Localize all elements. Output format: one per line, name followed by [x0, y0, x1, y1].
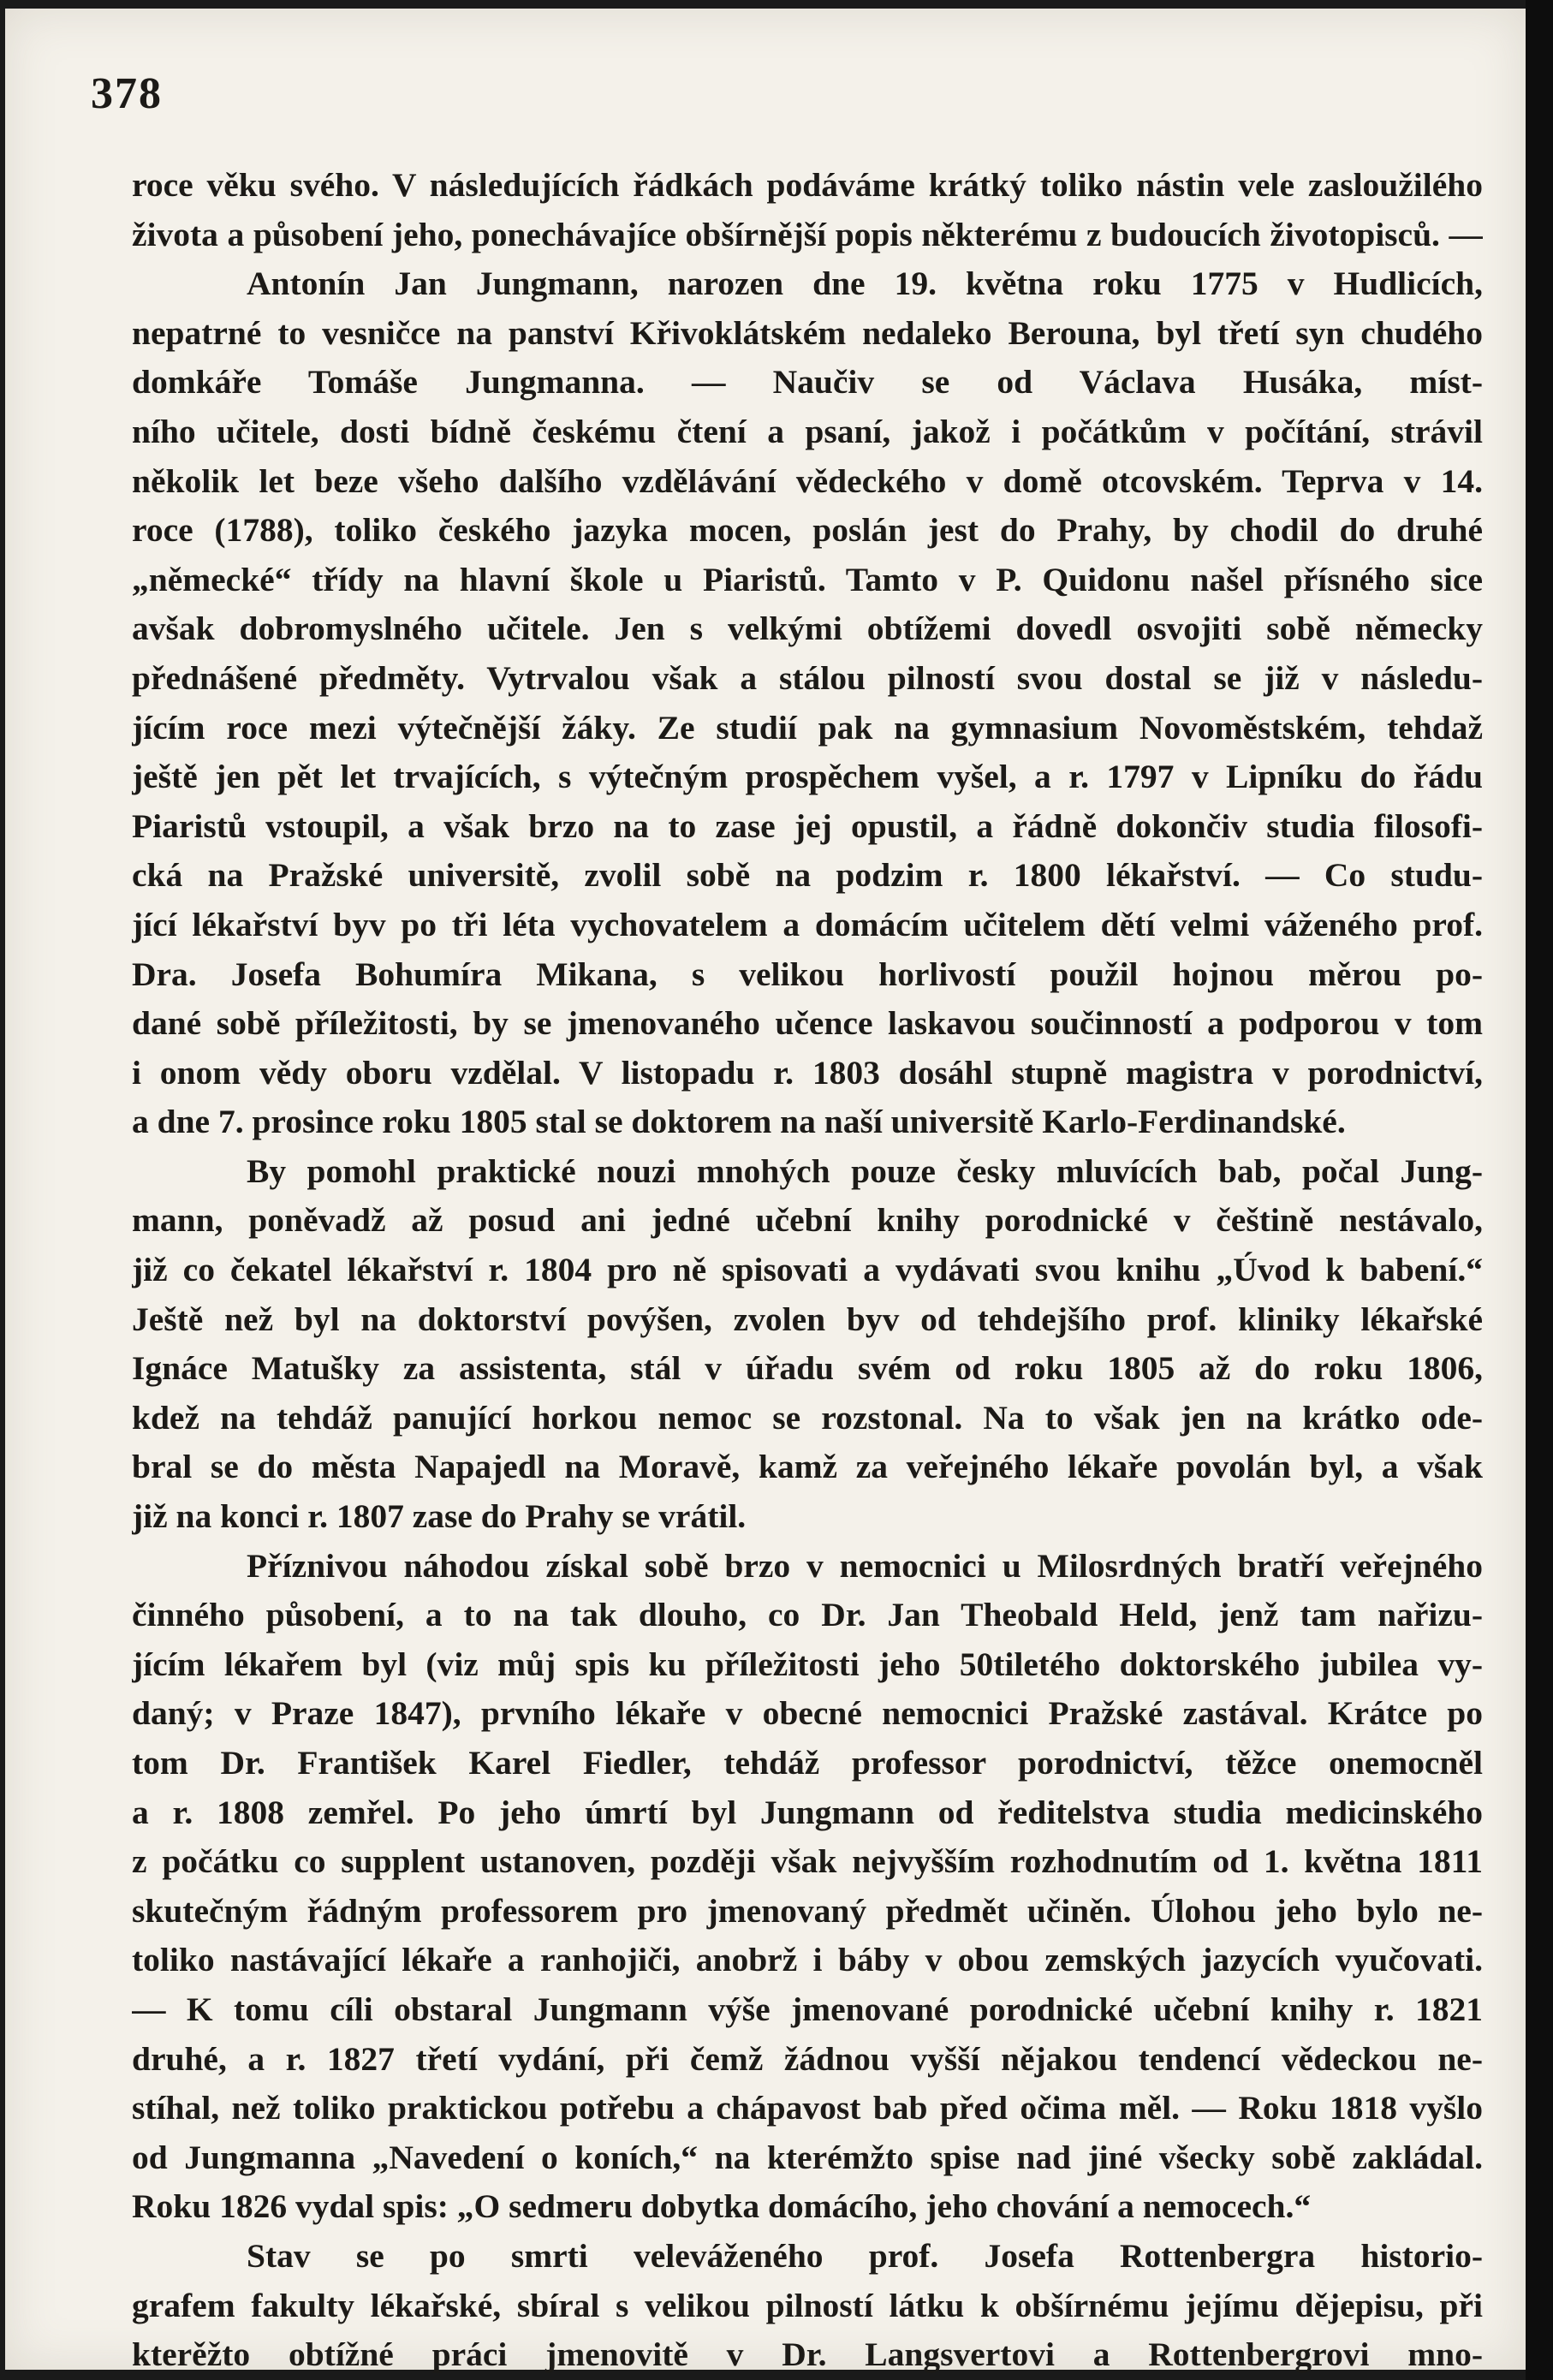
text-line: skutečným řádným professorem pro jmenovaný předmět učiněn. Úlohou jeho bylo ne- — [132, 1891, 1483, 1930]
text-line: Roku 1826 vydal spis: „O sedmeru dobytka domácího, jeho chování a nemocech.“ — [132, 2187, 1312, 2226]
text-line: nepatrné to vesničce na panství Křivoklátském nedaleko Berouna, byl třetí syn chudého — [132, 313, 1483, 352]
text-line: By pomohl praktické nouzi mnohých pouze česky mluvících bab, počal Jung- — [247, 1151, 1483, 1190]
text-line: přednášené předměty. Vytrvalou však a stálou pilností svou dostal se již v následu- — [132, 658, 1483, 697]
scan-border — [1526, 0, 1553, 2380]
text-line: Dra. Josefa Bohumíra Mikana, s velikou horlivostí použil hojnou měrou po- — [132, 955, 1483, 993]
text-line: cká na Pražské universitě, zvolil sobě na podzim r. 1800 lékařství. — Co studu- — [132, 856, 1483, 895]
body-text — [132, 161, 1483, 2380]
text-line: — K tomu cíli obstaral Jungmann výše jmenované porodnické učební knihy r. 1821 — [132, 1990, 1483, 2028]
text-line: ještě jen pět let trvajících, s výtečným prospěchem vyšel, a r. 1797 v Lipníku do řádu — [132, 758, 1483, 796]
text-line: tom Dr. František Karel Fiedler, tehdáž professor porodnictví, těžce onemocněl — [132, 1744, 1483, 1782]
text-line: toliko nastávající lékaře a ranhojiči, anobrž i báby v obou zemských jazycích vyučovati. — [132, 1941, 1483, 1979]
text-line: druhé, a r. 1827 třetí vydání, při čemž žádnou vyšší nějakou tendencí vědeckou ne- — [132, 2039, 1483, 2078]
text-line: a dne 7. prosince roku 1805 stal se doktorem na naší universitě Karlo-Ferdinandské. — [132, 1103, 1346, 1141]
book-page — [5, 9, 1526, 2374]
text-line: Ignáce Matušky za assistenta, stál v úřadu svém od roku 1805 až do roku 1806, — [132, 1349, 1483, 1388]
text-line: grafem fakulty lékařské, sbíral s velikou pilností látku k obšírnému jejímu dějepisu, při — [132, 2286, 1483, 2324]
text-line: daný; v Praze 1847), prvního lékaře v obecné nemocnici Pražské zastával. Krátce po — [132, 1694, 1483, 1733]
page-number: 378 — [91, 69, 163, 118]
text-line: Antonín Jan Jungmann, narozen dne 19. května roku 1775 v Hudlicích, — [247, 265, 1483, 303]
text-line: jícím roce mezi výtečnější žáky. Ze studií pak na gymnasium Novoměstském, tehdaž — [132, 708, 1483, 747]
text-line: a r. 1808 zemřel. Po jeho úmrtí byl Jungmann od ředitelstva studia medicinského — [132, 1793, 1483, 1831]
text-line: Stav se po smrti veleváženého prof. Josefa Rottenbergra historio- — [247, 2236, 1483, 2275]
text-line: i onom vědy oboru vzdělal. V listopadu r. 1803 dosáhl stupně magistra v porodnictví, — [132, 1053, 1483, 1092]
text-line: života a působení jeho, ponechávajíce obšírnější popis některému z budoucích životopisců. — — [132, 215, 1483, 253]
text-line: ního učitele, dosti bídně českému čtení a psaní, jakož i počátkům v počítání, strávil — [132, 412, 1483, 450]
text-line: od Jungmanna „Navedení o koních,“ na kterémžto spise nad jiné všecky sobě zakládal. — [132, 2138, 1483, 2176]
text-line: bral se do města Napajedl na Moravě, kamž za veřejného lékaře povolán byl, a však — [132, 1448, 1483, 1486]
text-line: Příznivou náhodou získal sobě brzo v nemocnici u Milosrdných bratří veřejného — [247, 1546, 1483, 1585]
text-line: dané sobě příležitosti, by se jmenovaného učence laskavou součinností a podporou v tom — [132, 1004, 1483, 1043]
text-line: z počátku co supplent ustanoven, později však nejvyšším rozhodnutím od 1. května 1811 — [132, 1842, 1483, 1881]
text-line: již na konci r. 1807 zase do Prahy se vrátil. — [132, 1497, 747, 1536]
text-line: jící lékařství byv po tři léta vychovatelem a domácím učitelem dětí velmi váženého prof. — [132, 905, 1483, 943]
text-line: roce (1788), toliko českého jazyka mocen, poslán jest do Prahy, by chodil do druhé — [132, 511, 1483, 550]
text-line: Piaristů vstoupil, a však brzo na to zase jej opustil, a řádně dokončiv studia filosofi- — [132, 806, 1483, 845]
text-line: roce věku svého. V následujících řádkách podáváme krátký toliko nástin vele zasloužilého — [132, 166, 1483, 204]
text-line: stíhal, než toliko praktickou potřebu a chápavost bab před očima měl. — Roku 1818 vyšlo — [132, 2089, 1483, 2127]
text-line: „německé“ třídy na hlavní škole u Piaristů. Tamto v P. Quidonu našel přísného sice — [132, 560, 1483, 598]
text-line: mann, poněvadž až posud ani jedné učební knihy porodnické v češtině nestávalo, — [132, 1201, 1483, 1240]
text-line: jícím lékařem byl (viz můj spis ku příležitosti jeho 50tiletého doktorského jubilea vy- — [132, 1645, 1483, 1683]
text-line: kterěžto obtížné práci jmenovitě v Dr. Langsvertovi a Rottenbergrovi mno- — [132, 2335, 1483, 2374]
text-line: již co čekatel lékařství r. 1804 pro ně spisovati a vydávati svou knihu „Úvod k babení.“ — [132, 1251, 1483, 1289]
text-line: avšak dobromyslného učitele. Jen s velkými obtížemi dovedl osvojiti sobě německy — [132, 610, 1483, 648]
text-line: kdež na tehdáž panující horkou nemoc se rozstonal. Na to však jen na krátko ode- — [132, 1398, 1483, 1437]
text-line: Ještě než byl na doktorství povýšen, zvolen byv od tehdejšího prof. kliniky lékařské — [132, 1300, 1483, 1338]
text-line: domkáře Tomáše Jungmanna. — Naučiv se od Václava Husáka, míst- — [132, 363, 1483, 402]
text-line: několik let beze všeho dalšího vzdělávání vědeckého v domě otcovském. Teprva v 14. — [132, 461, 1483, 500]
text-line: činného působení, a to na tak dlouho, co Dr. Jan Theobald Held, jenž tam nařizu- — [132, 1596, 1483, 1634]
